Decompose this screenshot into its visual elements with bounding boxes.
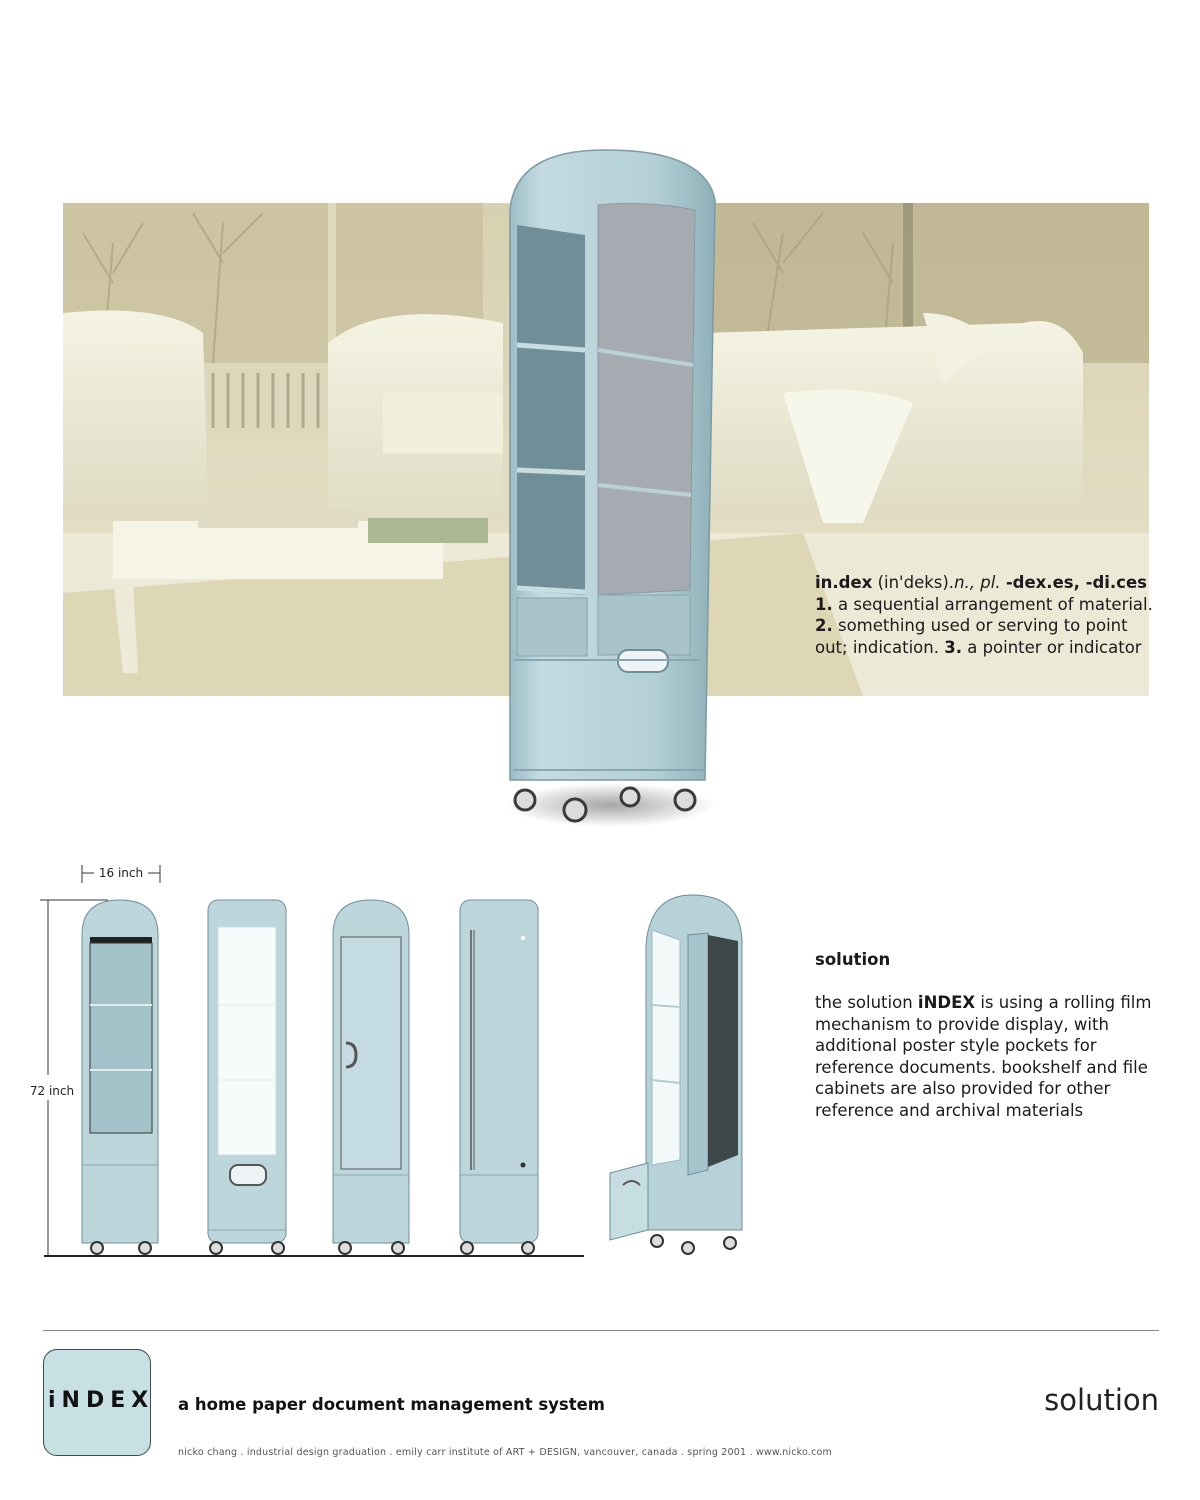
back-view: [460, 900, 538, 1254]
section-title: solution: [1044, 1383, 1159, 1417]
definition-sense-2-number: 2.: [815, 616, 833, 635]
index-logo: [43, 1349, 155, 1456]
definition-plural: -dex.es, -di.ces: [1005, 573, 1147, 592]
width-dimension-label: 16 inch: [98, 866, 144, 880]
logo-wordmark: iNDEX: [48, 1388, 155, 1413]
definition-sense-2: something used or serving to point out; indication.: [815, 616, 1128, 657]
footer-credits: nicko chang . industrial design graduation . emily carr institute of ART + DESIGN, vancouver, canada . spring 2001 . www.nicko.com: [178, 1447, 832, 1458]
front-view-display: [208, 900, 286, 1254]
definition-headword: in.dex: [815, 573, 873, 592]
solution-brand: iNDEX: [917, 993, 976, 1012]
perspective-view-open: [610, 895, 742, 1254]
height-dimension-label: 72 inch: [29, 1084, 75, 1098]
definition-part-of-speech: n., pl.: [954, 573, 1001, 592]
side-view-shelves: [82, 900, 158, 1254]
footer-tagline: a home paper document management system: [178, 1395, 605, 1414]
solution-text-rest: is using a rolling film mechanism to provide display, with additional poster style pockets for reference documents. bookshelf and file cabinets are also provided for other reference and archival materials: [815, 993, 1152, 1120]
solution-description: [815, 992, 1165, 1121]
solution-text-start: the solution: [815, 993, 918, 1012]
definition-sense-1: a sequential arrangement of material.: [832, 594, 1153, 614]
dictionary-definition: [815, 572, 1155, 658]
orthographic-views: [20, 855, 770, 1265]
definition-sense-1-number: 1.: [815, 594, 833, 614]
footer-divider: [43, 1330, 1159, 1331]
index-cabinet-render: [495, 140, 725, 840]
definition-sense-3: a pointer or indicator: [961, 637, 1142, 657]
definition-sense-3-number: 3.: [944, 637, 962, 657]
definition-pronunciation: (in'deks).: [877, 573, 955, 592]
solution-heading: solution: [815, 950, 891, 969]
side-view-door: [333, 900, 409, 1254]
